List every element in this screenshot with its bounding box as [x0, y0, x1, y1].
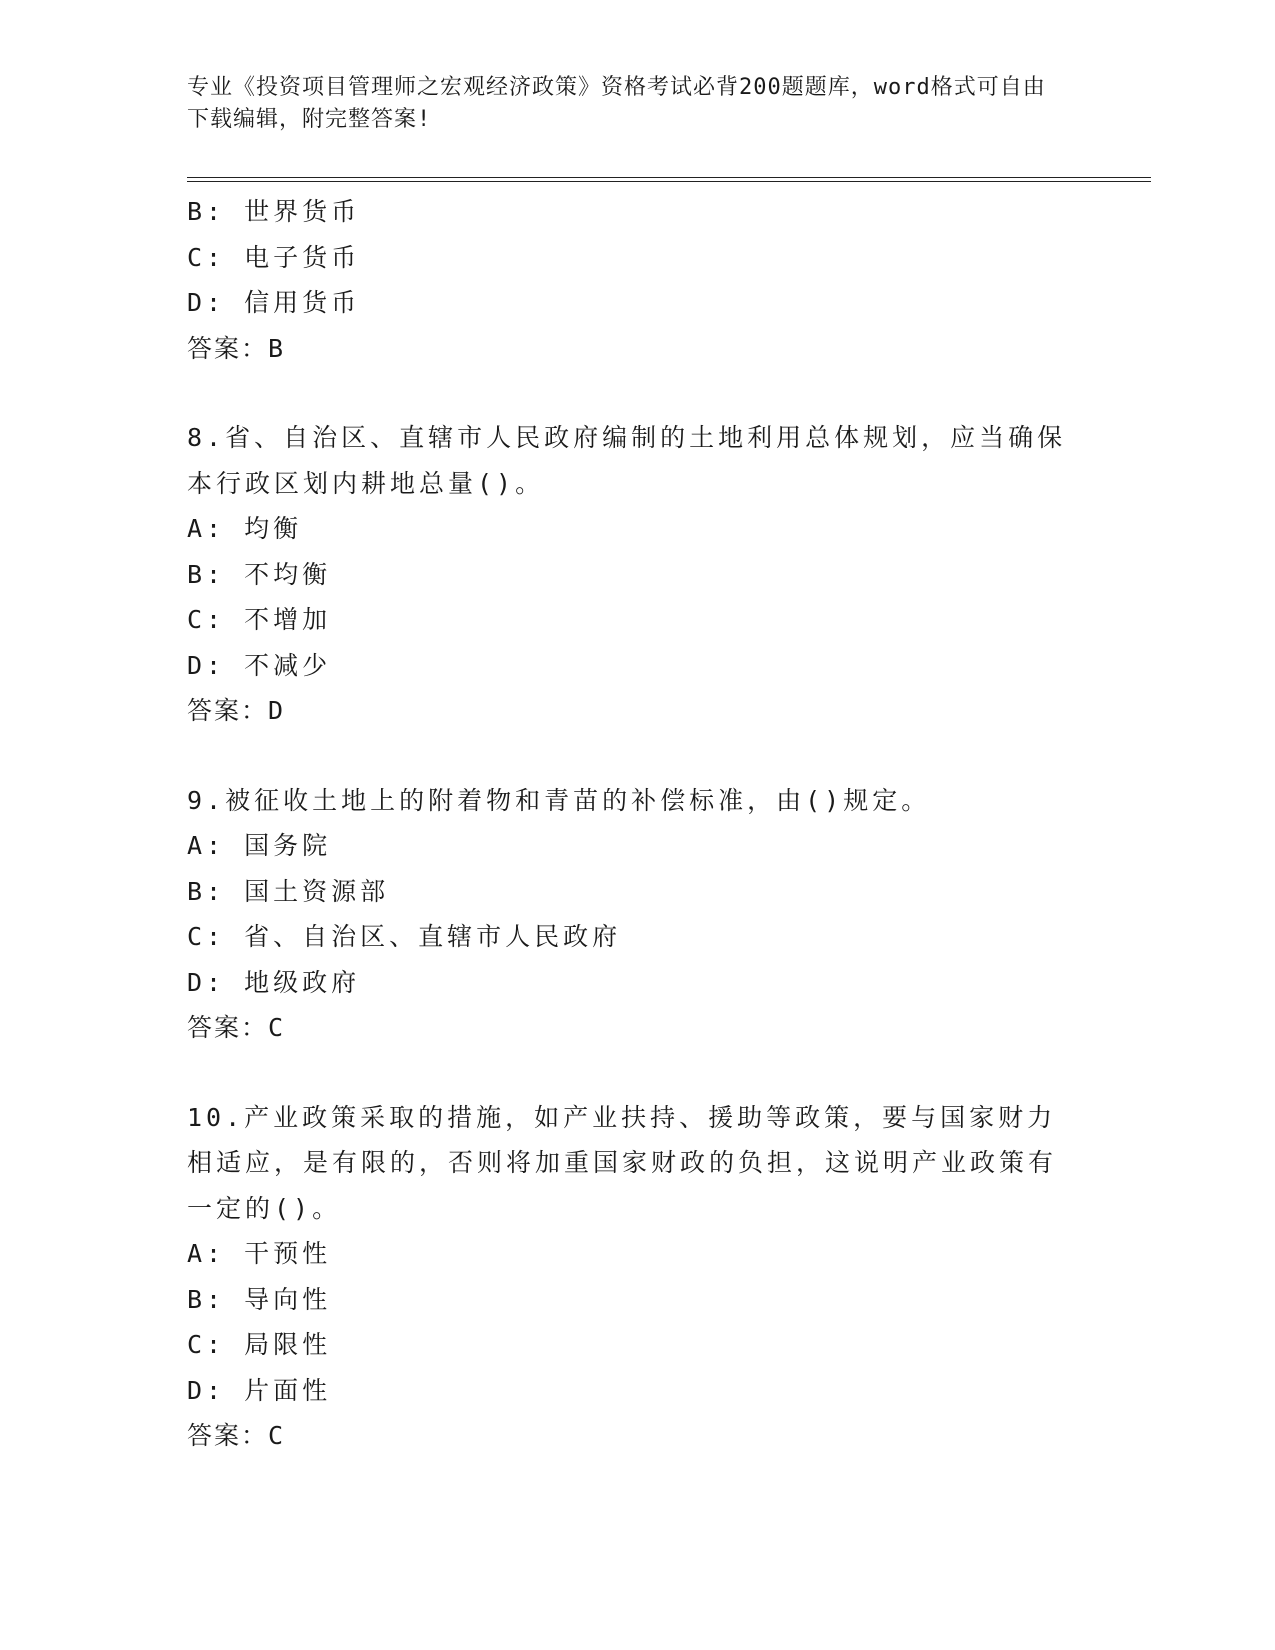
question-stem: 10.产业政策采取的措施，如产业扶持、援助等政策，要与国家财力相适应，是有限的，否则将加重国家财政的负担，这说明产业政策有一定的()。	[187, 1102, 1058, 1223]
option-a: A: 均衡	[187, 514, 303, 543]
question-10	[187, 1095, 1067, 1459]
option-b: B: 不均衡	[187, 559, 332, 589]
option-b: B: 导向性	[187, 1284, 332, 1314]
answer-line: 答案：B	[187, 333, 286, 363]
option-b: B: 国土资源部	[187, 876, 390, 906]
header-divider	[187, 177, 1151, 182]
option-d: D: 片面性	[187, 1375, 332, 1405]
answer-line: 答案：C	[187, 1421, 286, 1450]
option-b: B: 世界货币	[187, 197, 361, 226]
option-c: C: 不增加	[187, 605, 332, 634]
page-header: 专业《投资项目管理师之宏观经济政策》资格考试必背200题题库，word格式可自由下载编辑，附完整答案!	[187, 75, 1046, 132]
option-c: C: 局限性	[187, 1330, 332, 1359]
answer-line: 答案：D	[187, 696, 286, 725]
option-a: A: 国务院	[187, 831, 332, 860]
question-list	[187, 189, 1067, 1459]
question-stem: 8.省、自治区、直辖市人民政府编制的土地利用总体规划，应当确保本行政区划内耕地总量()。	[187, 423, 1067, 498]
question-8	[187, 415, 1067, 734]
option-c: C: 电子货币	[187, 242, 361, 272]
option-c: C: 省、自治区、直辖市人民政府	[187, 922, 622, 951]
question-9	[187, 778, 1067, 1051]
answer-line: 答案：C	[187, 1013, 286, 1042]
option-d: D: 地级政府	[187, 967, 361, 997]
question-stem: 9.被征收土地上的附着物和青苗的补偿标准，由()规定。	[187, 785, 931, 815]
option-a: A: 干预性	[187, 1239, 332, 1268]
option-d: D: 信用货币	[187, 288, 361, 317]
question-fragment	[187, 189, 1067, 371]
option-d: D: 不减少	[187, 650, 332, 680]
